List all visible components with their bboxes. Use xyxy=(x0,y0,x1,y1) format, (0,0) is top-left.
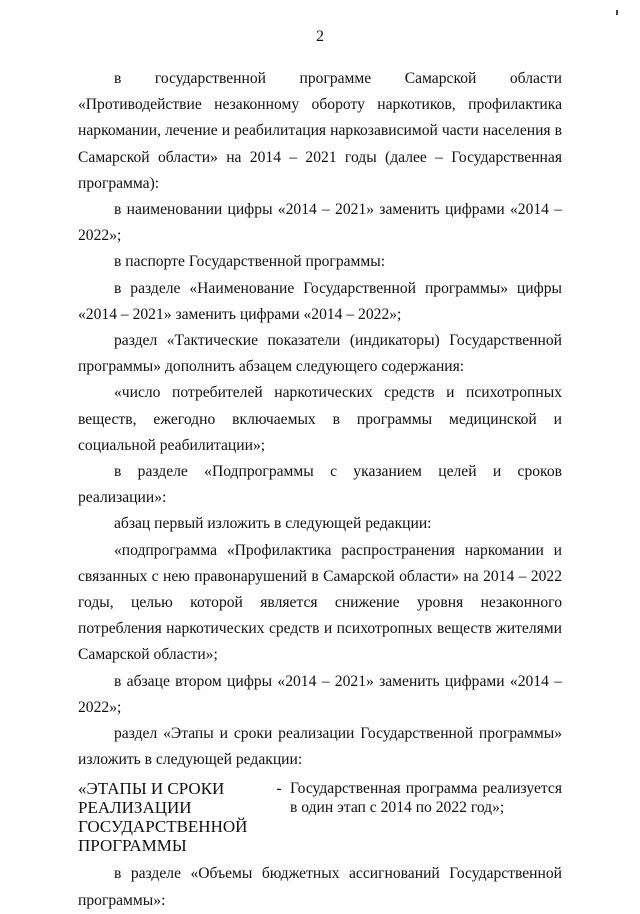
stages-heading-line: ГОСУДАРСТВЕННОЙ xyxy=(78,817,248,837)
paragraph-title-change: в наименовании цифры «2014 – 2021» заменить цифрами «2014 – 2022»; xyxy=(78,201,562,245)
paragraph-subprogram-quote: «подпрограмма «Профилактика распространения наркомании и связанных с нею правонарушений в Самарской области» на 2014 – 2022 годы, целью которой является снижение уровня незаконного потребления наркотических средств и психотропных веществ жителями Самарской области»; xyxy=(78,541,562,664)
stages-heading-line: РЕАЛИЗАЦИИ xyxy=(78,798,192,818)
stages-table-heading xyxy=(78,779,268,855)
paragraph-name-section: в разделе «Наименование Государственной программы» цифры «2014 – 2021» заменить цифрами «2014 – 2022»; xyxy=(78,279,562,323)
stages-table-dash: - xyxy=(276,780,282,798)
stages-heading-line: ПРОГРАММЫ xyxy=(78,836,187,856)
paragraph-indicator-quote: «число потребителей наркотических средств и психотропных веществ, ежегодно включаемых в программы медицинской и социальной реабилитации»; xyxy=(78,384,562,454)
stages-heading-line: «ЭТАПЫ И СРОКИ xyxy=(78,779,225,799)
paragraph-stages-section: раздел «Этапы и сроки реализации Государственной программы» изложить в следующей редакции: xyxy=(78,725,562,769)
paragraph-passport: в паспорте Государственной программы: xyxy=(114,253,386,271)
page-number: 2 xyxy=(316,28,324,45)
paragraph-second-abzac: в абзаце втором цифры «2014 – 2021» заменить цифрами «2014 – 2022»; xyxy=(78,672,562,716)
scan-mark xyxy=(616,10,618,15)
stages-table xyxy=(78,779,562,855)
paragraph-intro: в государственной программе Самарской области «Противодействие незаконному обороту наркотиков, профилактика наркомании, лечение и реабилитация наркозависимой части населения в Самарской области» на 2014 – 2021 годы (далее – Государственная программа): xyxy=(78,70,562,192)
document-body xyxy=(78,66,562,914)
paragraph-budget-section: в разделе «Объемы бюджетных ассигнований Государственной программы»: xyxy=(78,865,562,909)
paragraph-subprograms-section: в разделе «Подпрограммы с указанием целей и сроков реализации»: xyxy=(78,463,562,507)
stages-table-value: Государственная программа реализуется в один этап с 2014 по 2022 год»; xyxy=(290,780,562,817)
paragraph-indicators-section: раздел «Тактические показатели (индикаторы) Государственной программы» дополнить абзацем следующего содержания: xyxy=(78,332,562,376)
paragraph-first-abzac: абзац первый изложить в следующей редакции: xyxy=(114,515,432,533)
